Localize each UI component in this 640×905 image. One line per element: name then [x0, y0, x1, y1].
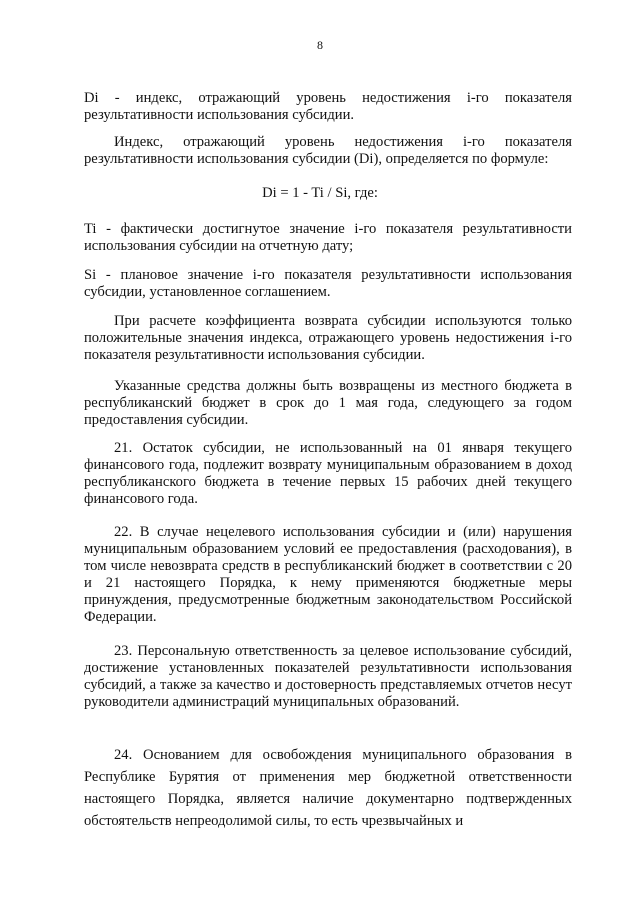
- paragraph-si-definition: Si - плановое значение i-го показателя результативности использования субсидии, установленное соглашением.: [84, 267, 572, 300]
- page-number: 8: [317, 38, 323, 52]
- formula: Di = 1 - Ti / Si, где:: [262, 185, 378, 201]
- paragraph-item-22: 22. В случае нецелевого использования субсидии и (или) нарушения муниципальным образованием условий ее предоставления (расходования), в том числе невозврата средств в республиканский бюджет в соответствии с 20 и 21 настоящего Порядка, к нему применяются бюджетные меры принуждения, предусмотренные бюджетным законодательством Российской Федерации.: [84, 524, 572, 625]
- paragraph-item-24: 24. Основанием для освобождения муниципального образования в Республике Бурятия от применения мер бюджетной ответственности настоящего Порядка, является наличие документарно подтвержденных обстоятельств непреодолимой силы, то есть чрезвычайных и: [84, 747, 572, 829]
- paragraph-item-21: 21. Остаток субсидии, не использованный на 01 января текущего финансового года, подлежит возврату муниципальным образованием в доход республиканского бюджета в течение первых 15 рабочих дней текущего финансового года.: [84, 440, 572, 507]
- paragraph-di-definition: Di - индекс, отражающий уровень недостижения i-го показателя результативности использования субсидии.: [84, 90, 572, 123]
- paragraph-positive-values: При расчете коэффициента возврата субсидии используются только положительные значения индекса, отражающего уровень недостижения i-го показателя результативности использования субсидии.: [84, 313, 572, 363]
- paragraph-item-23: 23. Персональную ответственность за целевое использование субсидий, достижение установленных показателей результативности использования субсидий, а также за качество и достоверность представляемых отчетов несут руководители администраций муниципальных образований.: [84, 643, 572, 710]
- paragraph-return-deadline: Указанные средства должны быть возвращены из местного бюджета в республиканский бюджет в срок до 1 мая года, следующего за годом предоставления субсидии.: [84, 378, 572, 428]
- paragraph-ti-definition: Ti - фактически достигнутое значение i-го показателя результативности использования субсидии на отчетную дату;: [84, 221, 572, 254]
- paragraph-index-intro: Индекс, отражающий уровень недостижения i-го показателя результативности использования субсидии (Di), определяется по формуле:: [84, 134, 572, 167]
